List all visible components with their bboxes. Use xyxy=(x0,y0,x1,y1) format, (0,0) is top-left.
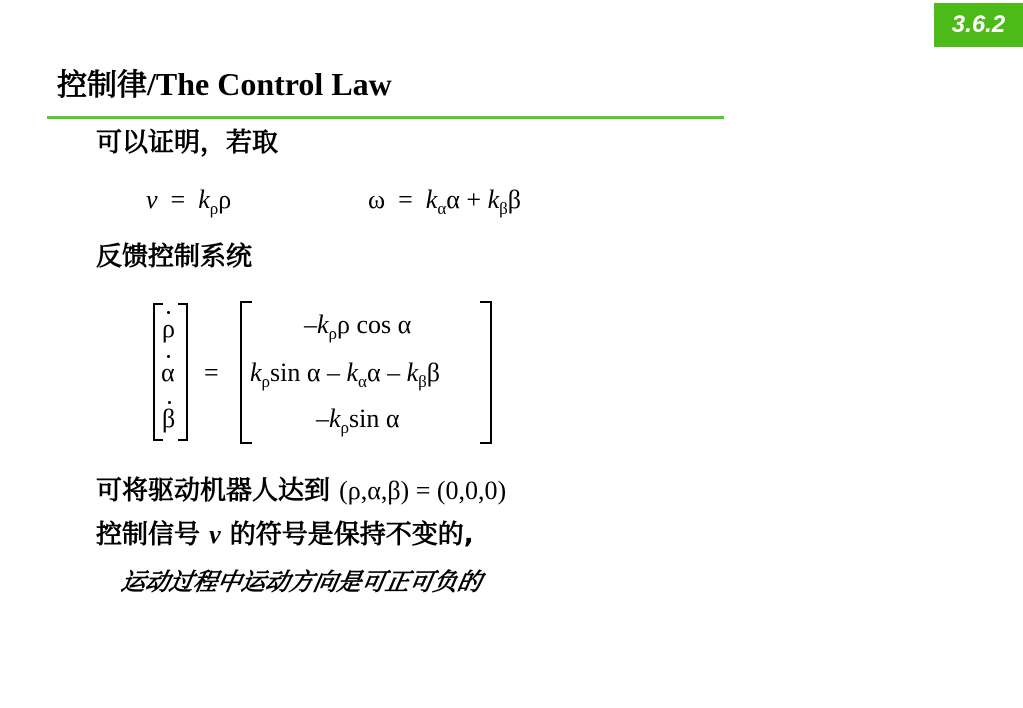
eq-v-lhs: v xyxy=(146,185,158,214)
equation-omega xyxy=(368,183,521,226)
matrix-equation xyxy=(150,298,500,444)
reach-target-math: (ρ,α,β) = (0,0,0) xyxy=(339,476,507,505)
slide-number-badge xyxy=(934,3,1023,47)
control-signal-b: 的符号是保持不变的, xyxy=(229,520,474,550)
title-divider xyxy=(47,116,724,119)
row1-k: k xyxy=(317,310,329,339)
row3-sub: ρ xyxy=(340,418,350,437)
row1-sub: ρ xyxy=(328,324,338,343)
row3-neg: – xyxy=(316,404,329,433)
row2-end: β xyxy=(426,358,441,387)
row1-rest: ρ cos α xyxy=(337,310,412,339)
alpha-dot: α xyxy=(161,358,175,387)
control-signal-line xyxy=(96,518,474,552)
eq-w-lhs: ω xyxy=(368,185,386,214)
matrix-row-2 xyxy=(250,358,440,397)
row2-k3: k xyxy=(406,358,419,387)
eq-w-sub1: α xyxy=(437,199,447,218)
intro-line: 可以证明，若取 xyxy=(96,128,279,158)
row2-mid1: sin α – xyxy=(270,358,347,387)
beta-dot: β xyxy=(162,404,176,433)
eq-w-var2: β xyxy=(507,185,521,214)
matrix-row-1 xyxy=(304,310,411,349)
control-signal-a: 控制信号 xyxy=(96,520,201,550)
eq-w-k2: k xyxy=(487,185,500,214)
eq-v-sub: ρ xyxy=(209,199,219,218)
control-signal-v: v xyxy=(209,520,221,549)
rho-dot: ρ xyxy=(162,314,175,343)
vec-alpha-dot xyxy=(161,358,175,388)
row2-k2: k xyxy=(346,358,359,387)
eq-w-k1: k xyxy=(425,185,438,214)
row2-mid2: α – xyxy=(366,358,407,387)
slide-title xyxy=(57,62,392,108)
row2-sub3: β xyxy=(418,372,427,391)
eq-w-var1: α xyxy=(446,185,460,214)
eq-v-var: ρ xyxy=(218,185,232,214)
slide-number: 3.6.2 xyxy=(951,11,1006,38)
matrix-equals: = xyxy=(204,358,219,387)
row2-k1: k xyxy=(250,358,262,387)
eq-w-sub2: β xyxy=(499,199,508,218)
eq-v-k: k xyxy=(198,185,210,214)
reach-text: 可将驱动机器人达到 xyxy=(96,476,331,506)
left-vector-bracket-close xyxy=(178,303,188,441)
row2-sub1: ρ xyxy=(261,372,271,391)
right-matrix-bracket-close xyxy=(480,301,492,444)
row3-k: k xyxy=(329,404,341,433)
reach-line xyxy=(96,474,506,508)
row1-neg: – xyxy=(304,310,317,339)
eq-w-plus: + xyxy=(466,185,482,214)
slide-title-zh: 控制律 xyxy=(57,68,147,103)
vec-beta-dot xyxy=(162,404,175,434)
equation-v xyxy=(146,183,231,226)
feedback-heading: 反馈控制系统 xyxy=(96,242,253,272)
eq-v-equals: = xyxy=(170,185,186,214)
row2-sub2: α xyxy=(358,372,367,391)
row3-rest: sin α xyxy=(349,404,400,433)
direction-note: 运动过程中运动方向是可正可负的 xyxy=(119,568,485,596)
slide-title-en: /The Control Law xyxy=(147,66,392,102)
matrix-row-3 xyxy=(316,404,400,443)
vec-rho-dot xyxy=(162,314,175,344)
eq-w-equals: = xyxy=(398,185,413,214)
